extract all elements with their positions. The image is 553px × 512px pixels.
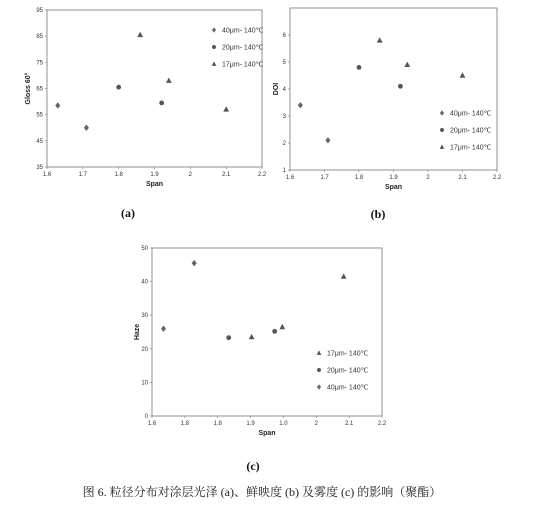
data-point-circle [116,85,121,90]
x-tick-label: 2 [188,172,193,178]
y-tick-label: 3 [282,114,286,120]
y-tick-label: 1 [282,168,286,174]
y-tick-label: 75 [36,60,43,67]
data-point-triangle [341,273,347,278]
data-point-triangle [279,324,285,329]
x-tick-label: 2.2 [257,172,267,178]
legend-marker-diamond [317,384,321,389]
legend-label: 40μm- 140℃ [327,384,369,392]
y-tick-label: 20 [141,346,148,353]
legend-marker-circle [317,368,321,372]
legend-label: 17μm- 140℃ [327,350,369,358]
data-point-triangle [137,32,143,37]
data-point-triangle [460,72,466,77]
data-point-triangle [223,106,229,111]
legend-marker-circle [212,45,216,49]
x-tick-label: 1.9 [150,172,159,178]
y-tick-label: 5 [282,60,286,66]
legend-label: 20μm- 140℃ [327,367,369,375]
legend-label: 40μm- 140℃ [222,27,264,35]
data-point-diamond [161,325,166,331]
y-tick-label: 2 [282,141,286,147]
panel-label: (a) [121,206,135,220]
x-tick-label: 1.8 [114,172,123,178]
data-point-diamond [84,125,89,131]
data-point-diamond [298,102,303,108]
x-tick-label: 2.2 [492,175,502,181]
data-point-triangle [166,77,172,82]
x-tick-label: 1.8 [213,421,222,427]
y-tick-label: 30 [141,313,148,320]
data-point-circle [357,65,362,70]
data-point-circle [226,335,231,340]
x-tick-label: 2 [426,175,430,181]
legend-label: 20μm- 140℃ [450,127,492,135]
data-point-circle [272,329,277,334]
x-tick-label: 1.7 [78,172,88,178]
legend-label: 17μm- 140℃ [222,61,264,69]
legend-marker-circle [440,128,444,132]
legend-marker-diamond [212,27,216,32]
legend-label: 40μm- 140℃ [450,110,492,118]
chart-panel-c [134,246,387,473]
data-point-circle [398,84,403,89]
y-tick-label: 65 [36,86,43,93]
y-tick-label: 6 [282,33,286,39]
x-tick-label: 1.0 [279,421,288,427]
data-point-diamond [192,260,197,266]
x-tick-label: 1.8 [180,421,190,427]
legend-marker-diamond [440,110,444,115]
x-tick-label: 1.9 [389,175,398,181]
chart-panel-b [273,8,502,221]
y-tick-label: 95 [36,8,43,14]
x-tick-label: 2.1 [221,172,231,178]
data-point-diamond [55,102,60,108]
x-axis-label: Span [384,184,403,191]
legend-label: 20μm- 140℃ [222,44,264,52]
x-tick-label: 1.6 [42,172,52,178]
y-axis-label: DOI [273,82,280,96]
x-tick-label: 2 [314,421,318,427]
legend-marker-triangle [317,350,322,354]
y-tick-label: 85 [36,34,43,41]
data-point-circle [159,100,164,105]
legend-label: 17μm- 140℃ [450,144,492,152]
y-axis-label: Gloss 60° [25,72,32,105]
y-tick-label: 45 [36,138,43,145]
panel-label: (c) [246,459,260,473]
data-point-triangle [249,334,255,339]
x-tick-label: 1.7 [320,175,329,181]
data-point-triangle [404,62,410,67]
y-tick-label: 0 [144,414,148,420]
y-axis-label: Haze [134,323,141,341]
legend-marker-triangle [440,144,445,148]
data-point-diamond [325,137,330,143]
x-tick-label: 1.9 [246,421,255,427]
x-tick-label: 1.6 [147,421,157,427]
legend-marker-triangle [212,61,217,65]
y-tick-label: 35 [36,165,43,171]
x-axis-label: Span [145,181,164,188]
y-tick-label: 40 [141,279,148,286]
y-tick-label: 4 [282,87,286,93]
x-axis-label: Span [258,430,276,437]
panel-label: (b) [370,207,386,221]
x-tick-label: 2.1 [344,421,354,427]
data-point-triangle [377,37,383,42]
x-tick-label: 2.1 [458,175,467,181]
figure-caption: 图 6. 粒径分布对涂层光泽 (a)、鲜映度 (b) 及雾度 (c) 的影响（聚酯） [82,485,442,499]
x-tick-label: 1.6 [285,175,295,181]
y-tick-label: 50 [141,246,148,252]
x-tick-label: 1.8 [354,175,364,181]
y-tick-label: 10 [141,380,148,387]
y-tick-label: 55 [36,112,43,119]
chart-panel-a [24,8,267,220]
x-tick-label: 2.2 [377,421,387,427]
